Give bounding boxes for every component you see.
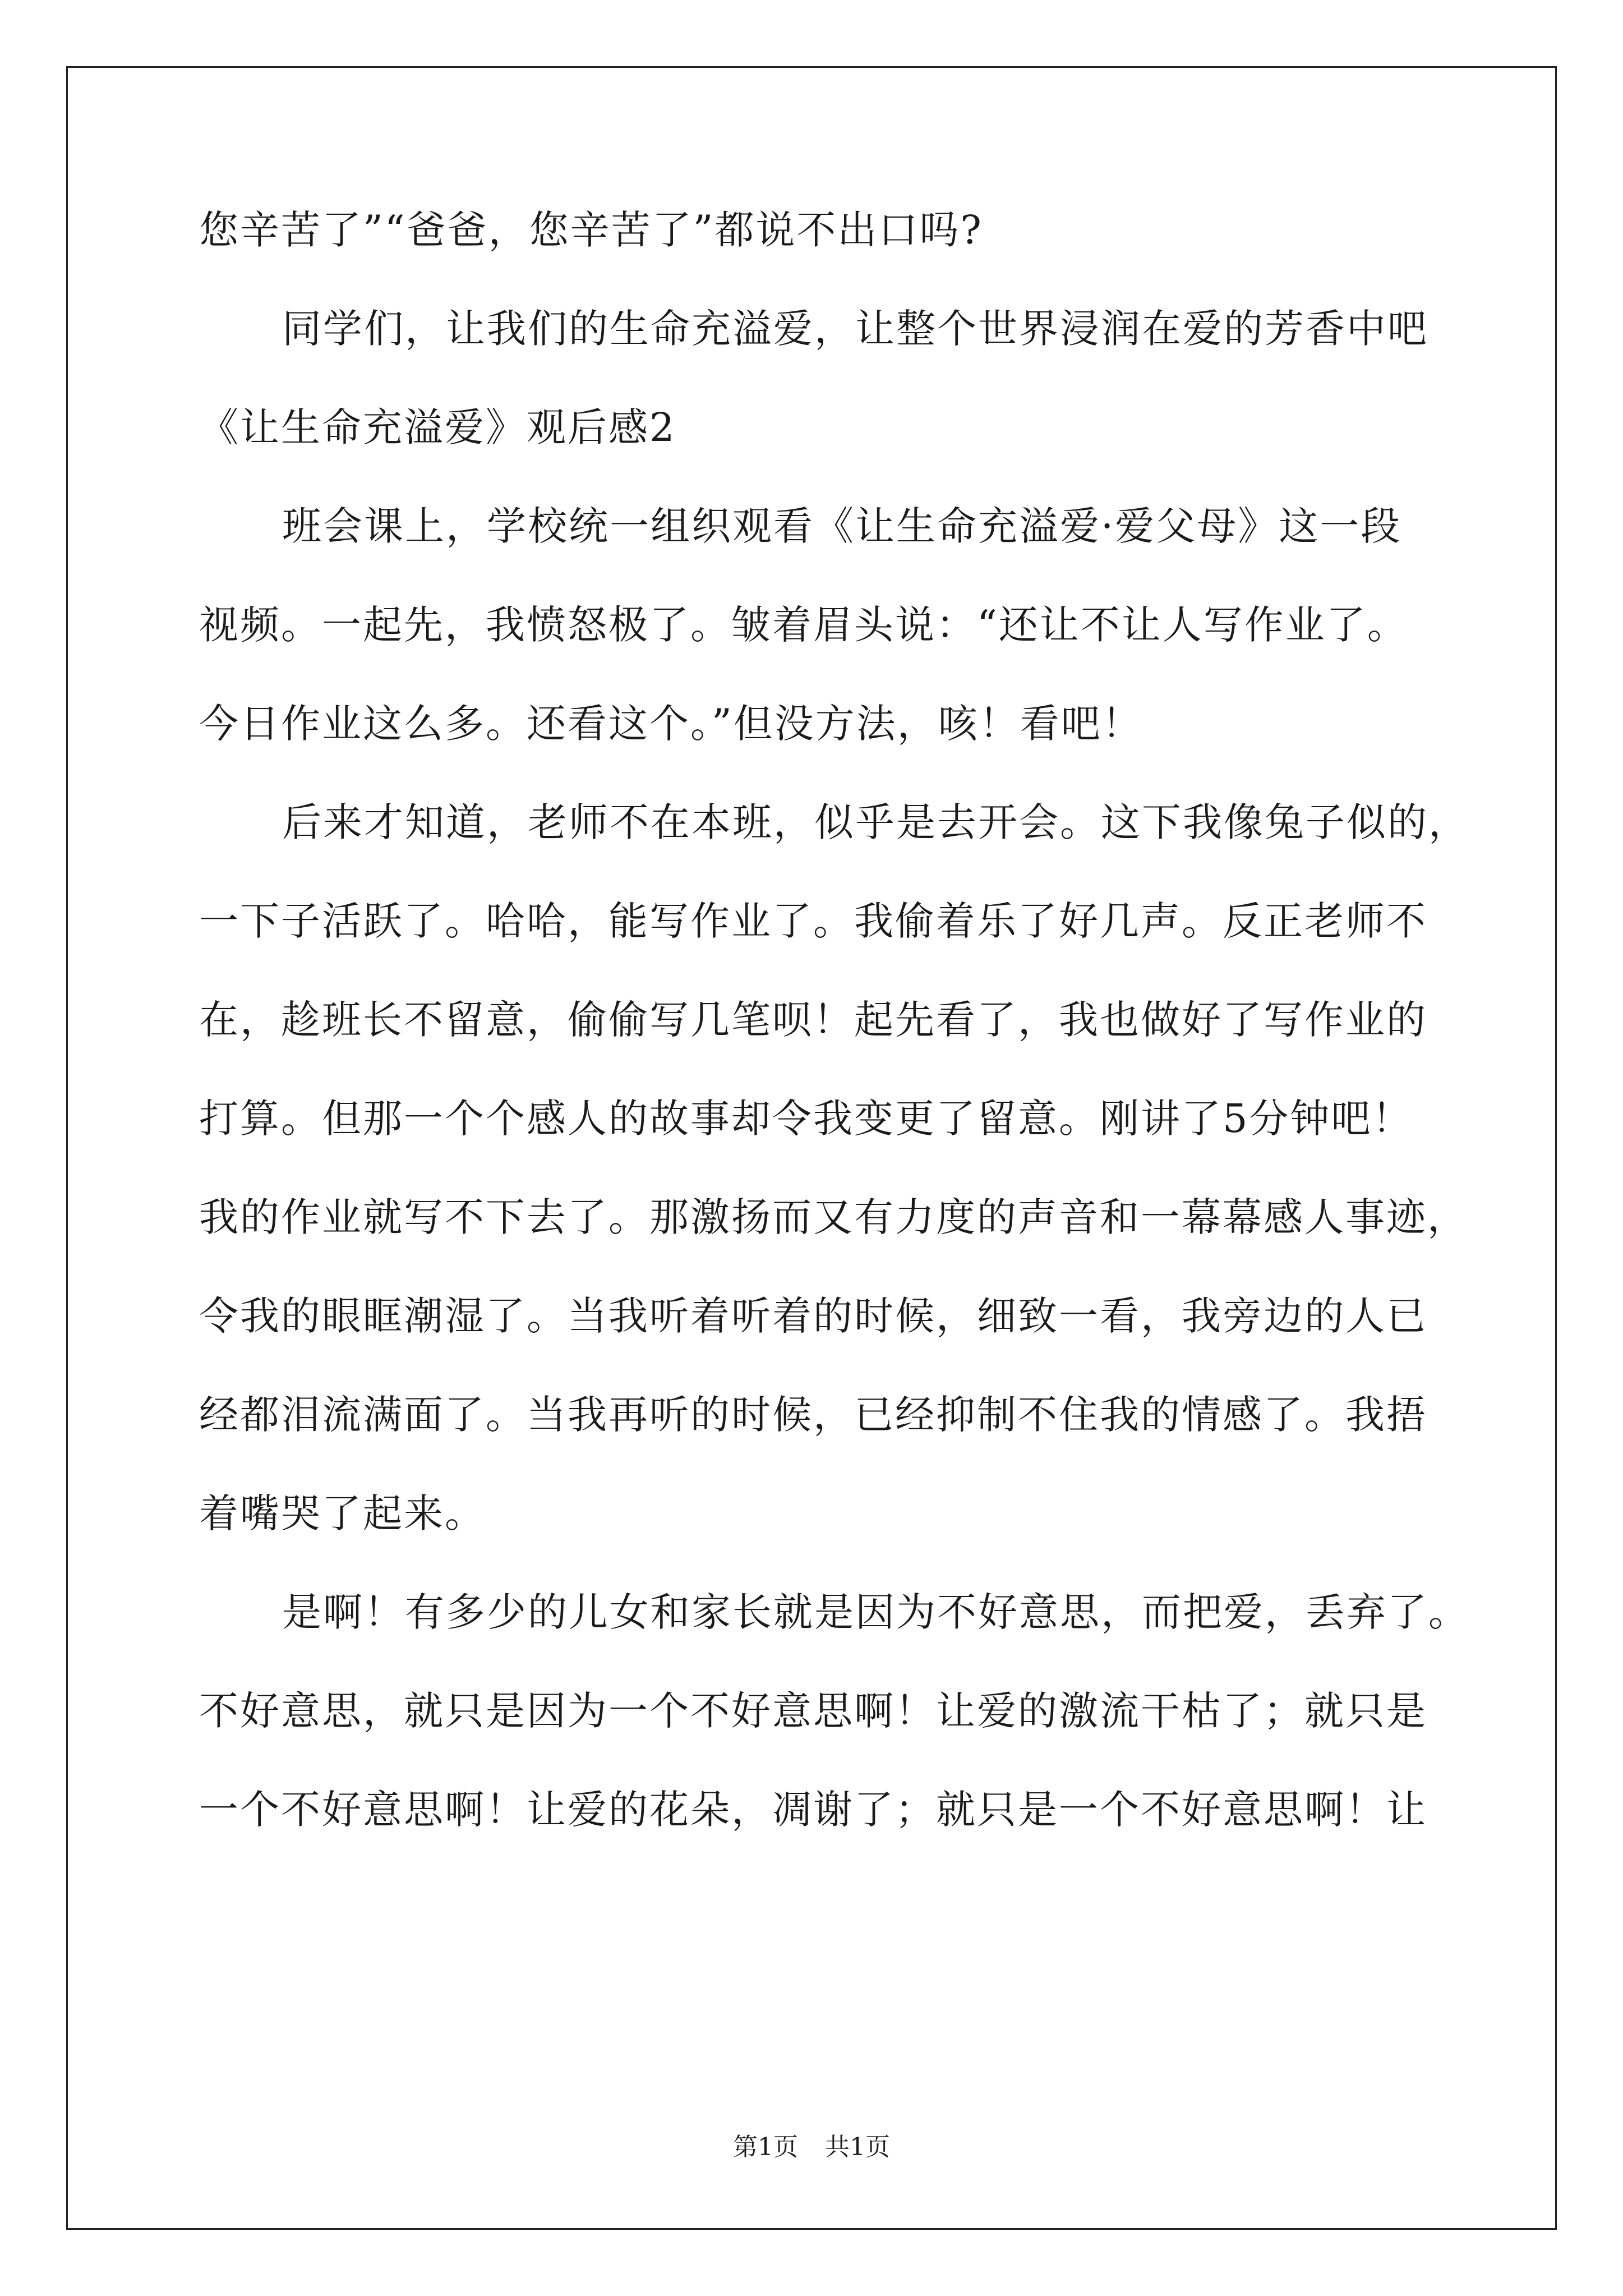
page-number-current: 第1页 (733, 2133, 798, 2161)
page-number-total: 共1页 (825, 2133, 890, 2161)
document-body (199, 207, 1469, 1889)
text-line-14: 着嘴哭了起来。 (199, 1490, 486, 1536)
text-line-2: 同学们，让我们的生命充溢爱，让整个世界浸润在爱的芳香中吧 (282, 306, 1428, 352)
text-line-6: 今日作业这么多。还看这个。”但没方法，咳！看吧！ (199, 701, 1143, 747)
text-line-16: 不好意思，就只是因为一个不好意思啊！让爱的激流干枯了；就只是 (199, 1688, 1427, 1734)
text-line-7: 后来才知道，老师不在本班，似乎是去开会。这下我像兔子似的， (282, 799, 1469, 845)
text-line-17: 一个不好意思啊！让爱的花朵，凋谢了；就只是一个不好意思啊！让 (199, 1787, 1427, 1833)
text-line-5: 视频。一起先，我愤怒极了。皱着眉头说：“还让不让人写作业了。 (199, 602, 1408, 648)
page-footer (0, 2133, 1623, 2161)
text-line-1: 您辛苦了”“爸爸，您辛苦了”都说不出口吗? (199, 207, 983, 253)
text-line-9: 在，趁班长不留意，偷偷写几笔呗！起先看了，我也做好了写作业的 (199, 997, 1427, 1043)
text-line-11: 我的作业就写不下去了。那激扬而又有力度的声音和一幕幕感人事迹， (199, 1194, 1468, 1240)
text-line-10: 打算。但那一个个感人的故事却令我变更了留意。刚讲了5分钟吧！ (199, 1096, 1413, 1142)
text-line-8: 一下子活跃了。哈哈，能写作业了。我偷着乐了好几声。反正老师不 (199, 898, 1427, 944)
text-line-12: 令我的眼眶潮湿了。当我听着听着的时候，细致一看，我旁边的人已 (199, 1293, 1427, 1339)
section-title: 《让生命充溢爱》观后感2 (199, 404, 676, 450)
text-line-4: 班会课上，学校统一组织观看《让生命充溢爱·爱父母》这一段 (282, 503, 1402, 549)
text-line-15: 是啊！有多少的儿女和家长就是因为不好意思，而把爱，丢弃了。 (282, 1589, 1469, 1635)
text-line-13: 经都泪流满面了。当我再听的时候，已经抑制不住我的情感了。我捂 (199, 1392, 1427, 1438)
